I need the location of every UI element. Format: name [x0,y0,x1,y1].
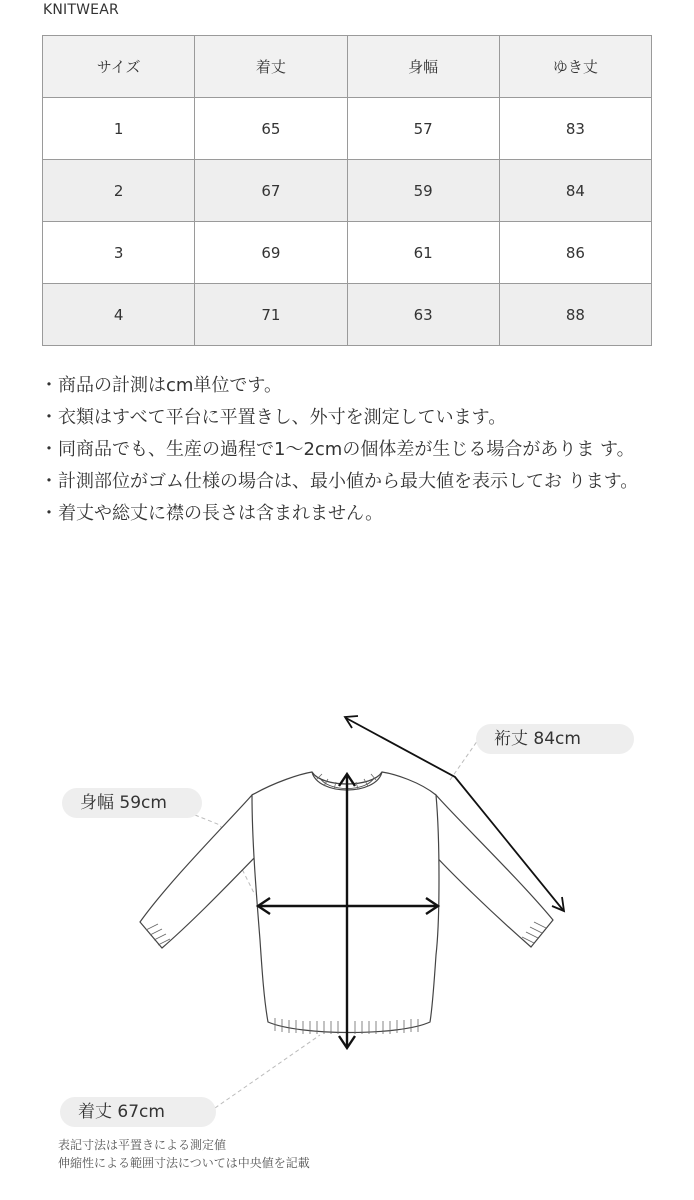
table-cell: 59 [347,160,499,222]
table-cell: 83 [499,98,651,160]
table-row [43,284,652,346]
table-cell: 63 [347,284,499,346]
length-leader-line [215,1035,320,1108]
note-item: ・同商品でも、生産の過程で1〜2cmの個体差が生じる場合がありま す。 [40,439,635,460]
body-length-label: 着丈 67cm [60,1097,216,1127]
note-item: ・商品の計測はcm単位です。 [40,375,282,396]
table-cell: 1 [43,98,195,160]
table-cell: 3 [43,222,195,284]
table-cell: 71 [195,284,347,346]
note-item: ・着丈や総丈に襟の長さは含まれません。 [40,503,384,524]
table-cell: 86 [499,222,651,284]
body-width-label: 身幅 59cm [62,788,202,818]
table-cell: 4 [43,284,195,346]
table-cell: 69 [195,222,347,284]
table-header-row [43,36,652,98]
header-width: 身幅 [347,36,499,98]
table-cell: 84 [499,160,651,222]
measurement-notes [40,370,650,530]
category-title: KNITWEAR [43,2,119,18]
table-row [43,160,652,222]
table-cell: 88 [499,284,651,346]
size-table [42,35,652,346]
header-size: サイズ [43,36,195,98]
table-row [43,98,652,160]
table-row [43,222,652,284]
table-cell: 61 [347,222,499,284]
table-cell: 67 [195,160,347,222]
header-sleeve: ゆき丈 [499,36,651,98]
note-item: ・衣類はすべて平台に平置きし、外寸を測定しています。 [40,407,507,428]
table-cell: 57 [347,98,499,160]
header-length: 着丈 [195,36,347,98]
note-item: ・計測部位がゴム仕様の場合は、最小値から最大値を表示してお ります。 [40,471,639,492]
table-cell: 2 [43,160,195,222]
table-cell: 65 [195,98,347,160]
footnote: 表記寸法は平置きによる測定値 [58,1138,227,1152]
footnote: 伸縮性による範囲寸法については中央値を記載 [58,1156,310,1170]
sleeve-length-label: 裄丈 84cm [476,724,634,754]
